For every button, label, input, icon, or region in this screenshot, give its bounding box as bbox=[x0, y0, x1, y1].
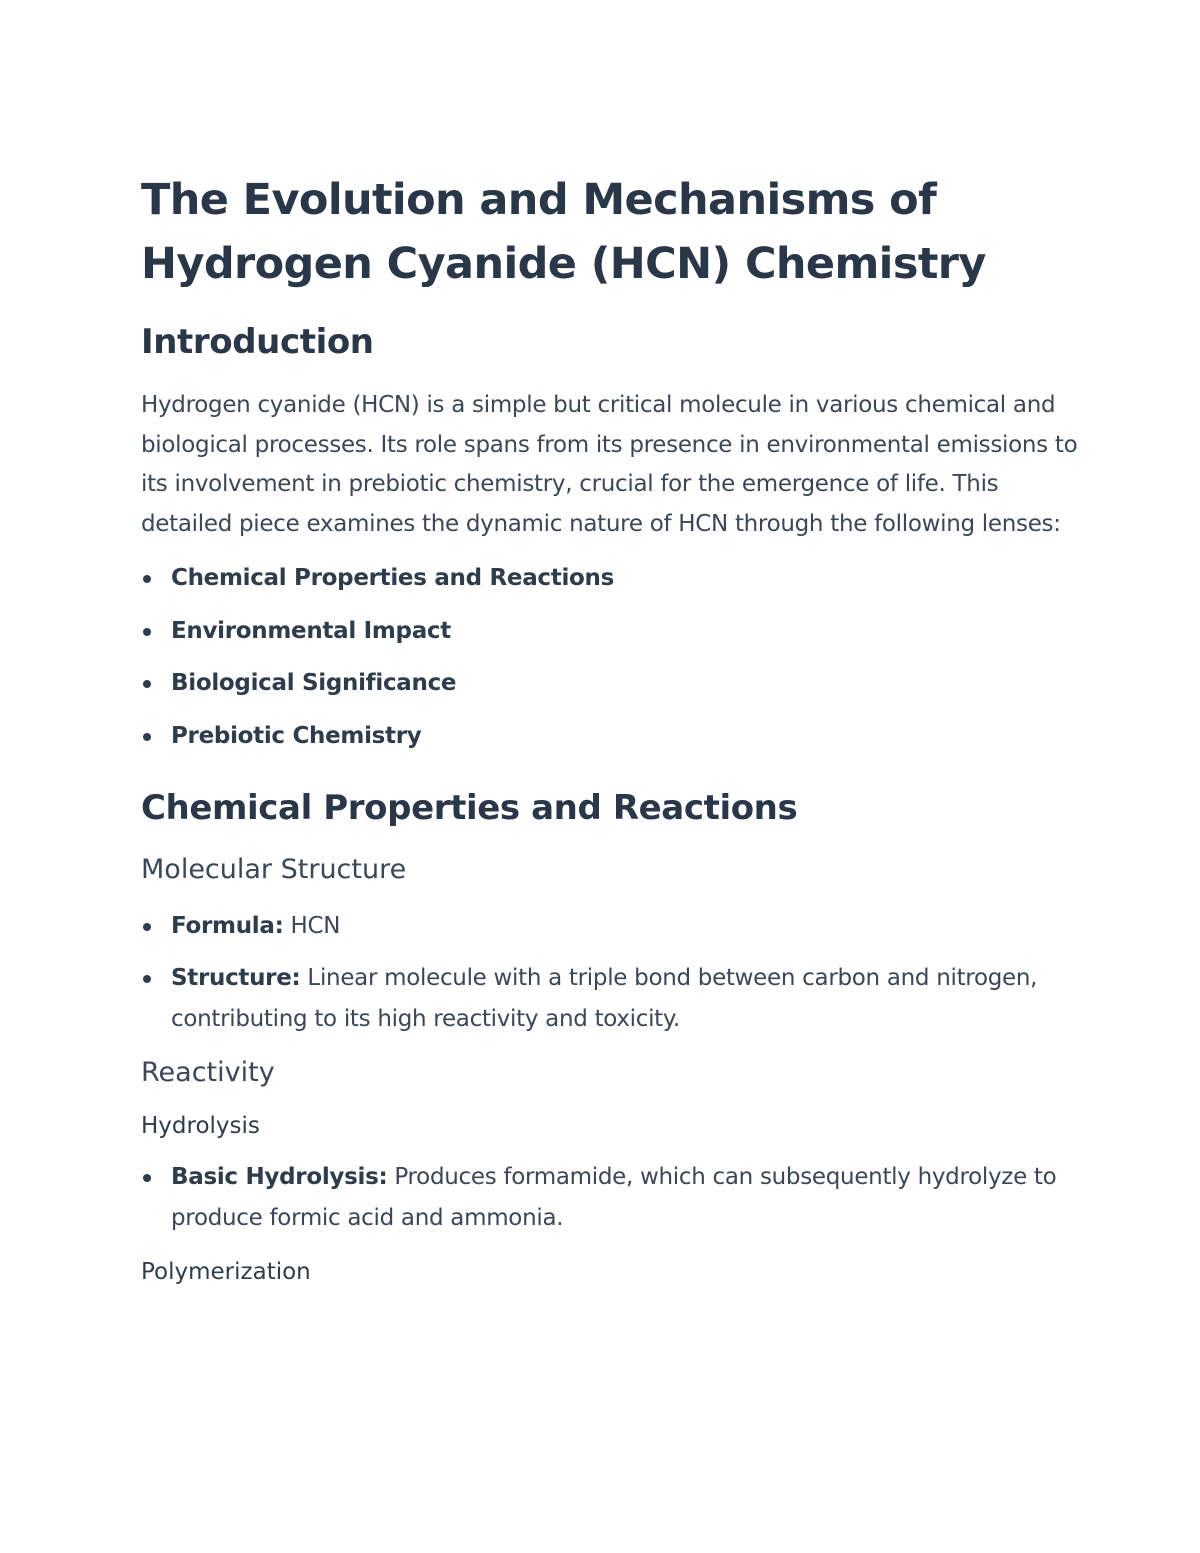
bullet-icon bbox=[143, 575, 151, 583]
list-item: Formula: HCN bbox=[141, 906, 1081, 947]
bullet-icon bbox=[143, 680, 151, 688]
hydrolysis-heading: Hydrolysis bbox=[141, 1113, 260, 1139]
introduction-heading: Introduction bbox=[141, 322, 374, 362]
list-item: Environmental Impact bbox=[141, 611, 1081, 652]
list-item: Prebiotic Chemistry bbox=[141, 716, 1081, 757]
title-line-2: Hydrogen Cyanide (HCN) Chemistry bbox=[141, 239, 986, 289]
title-line-1: The Evolution and Mechanisms of bbox=[141, 175, 937, 225]
bullet-icon bbox=[143, 923, 151, 931]
bullet-icon bbox=[143, 733, 151, 741]
lenses-list bbox=[141, 558, 1081, 757]
document-page bbox=[141, 168, 1081, 1287]
chemical-heading: Chemical Properties and Reactions bbox=[141, 788, 798, 828]
polymerization-heading: Polymerization bbox=[141, 1259, 311, 1285]
bullet-icon bbox=[143, 975, 151, 983]
hydrolysis-list bbox=[141, 1157, 1081, 1239]
list-item: Chemical Properties and Reactions bbox=[141, 558, 1081, 599]
list-item: Structure: Linear molecule with a triple bond between carbon and nitrogen, contributing to its high reactivity and toxicity. bbox=[141, 958, 1081, 1040]
document-title bbox=[141, 168, 1081, 296]
list-item: Biological Significance bbox=[141, 663, 1081, 704]
structure-list bbox=[141, 906, 1081, 1040]
bullet-icon bbox=[143, 1174, 151, 1182]
reactivity-heading: Reactivity bbox=[141, 1057, 275, 1088]
bullet-icon bbox=[143, 628, 151, 636]
list-item: Basic Hydrolysis: Produces formamide, which can subsequently hydrolyze to produce formic acid and ammonia. bbox=[141, 1157, 1081, 1239]
molecular-structure-heading: Molecular Structure bbox=[141, 854, 407, 885]
introduction-paragraph: Hydrogen cyanide (HCN) is a simple but critical molecule in various chemical and biological processes. Its role spans from its presence in environmental emissions to its involvement in prebiotic chemistry, crucial for the emergence of life. This detailed piece examines the dynamic nature of HCN through the following lenses: bbox=[141, 392, 1078, 537]
